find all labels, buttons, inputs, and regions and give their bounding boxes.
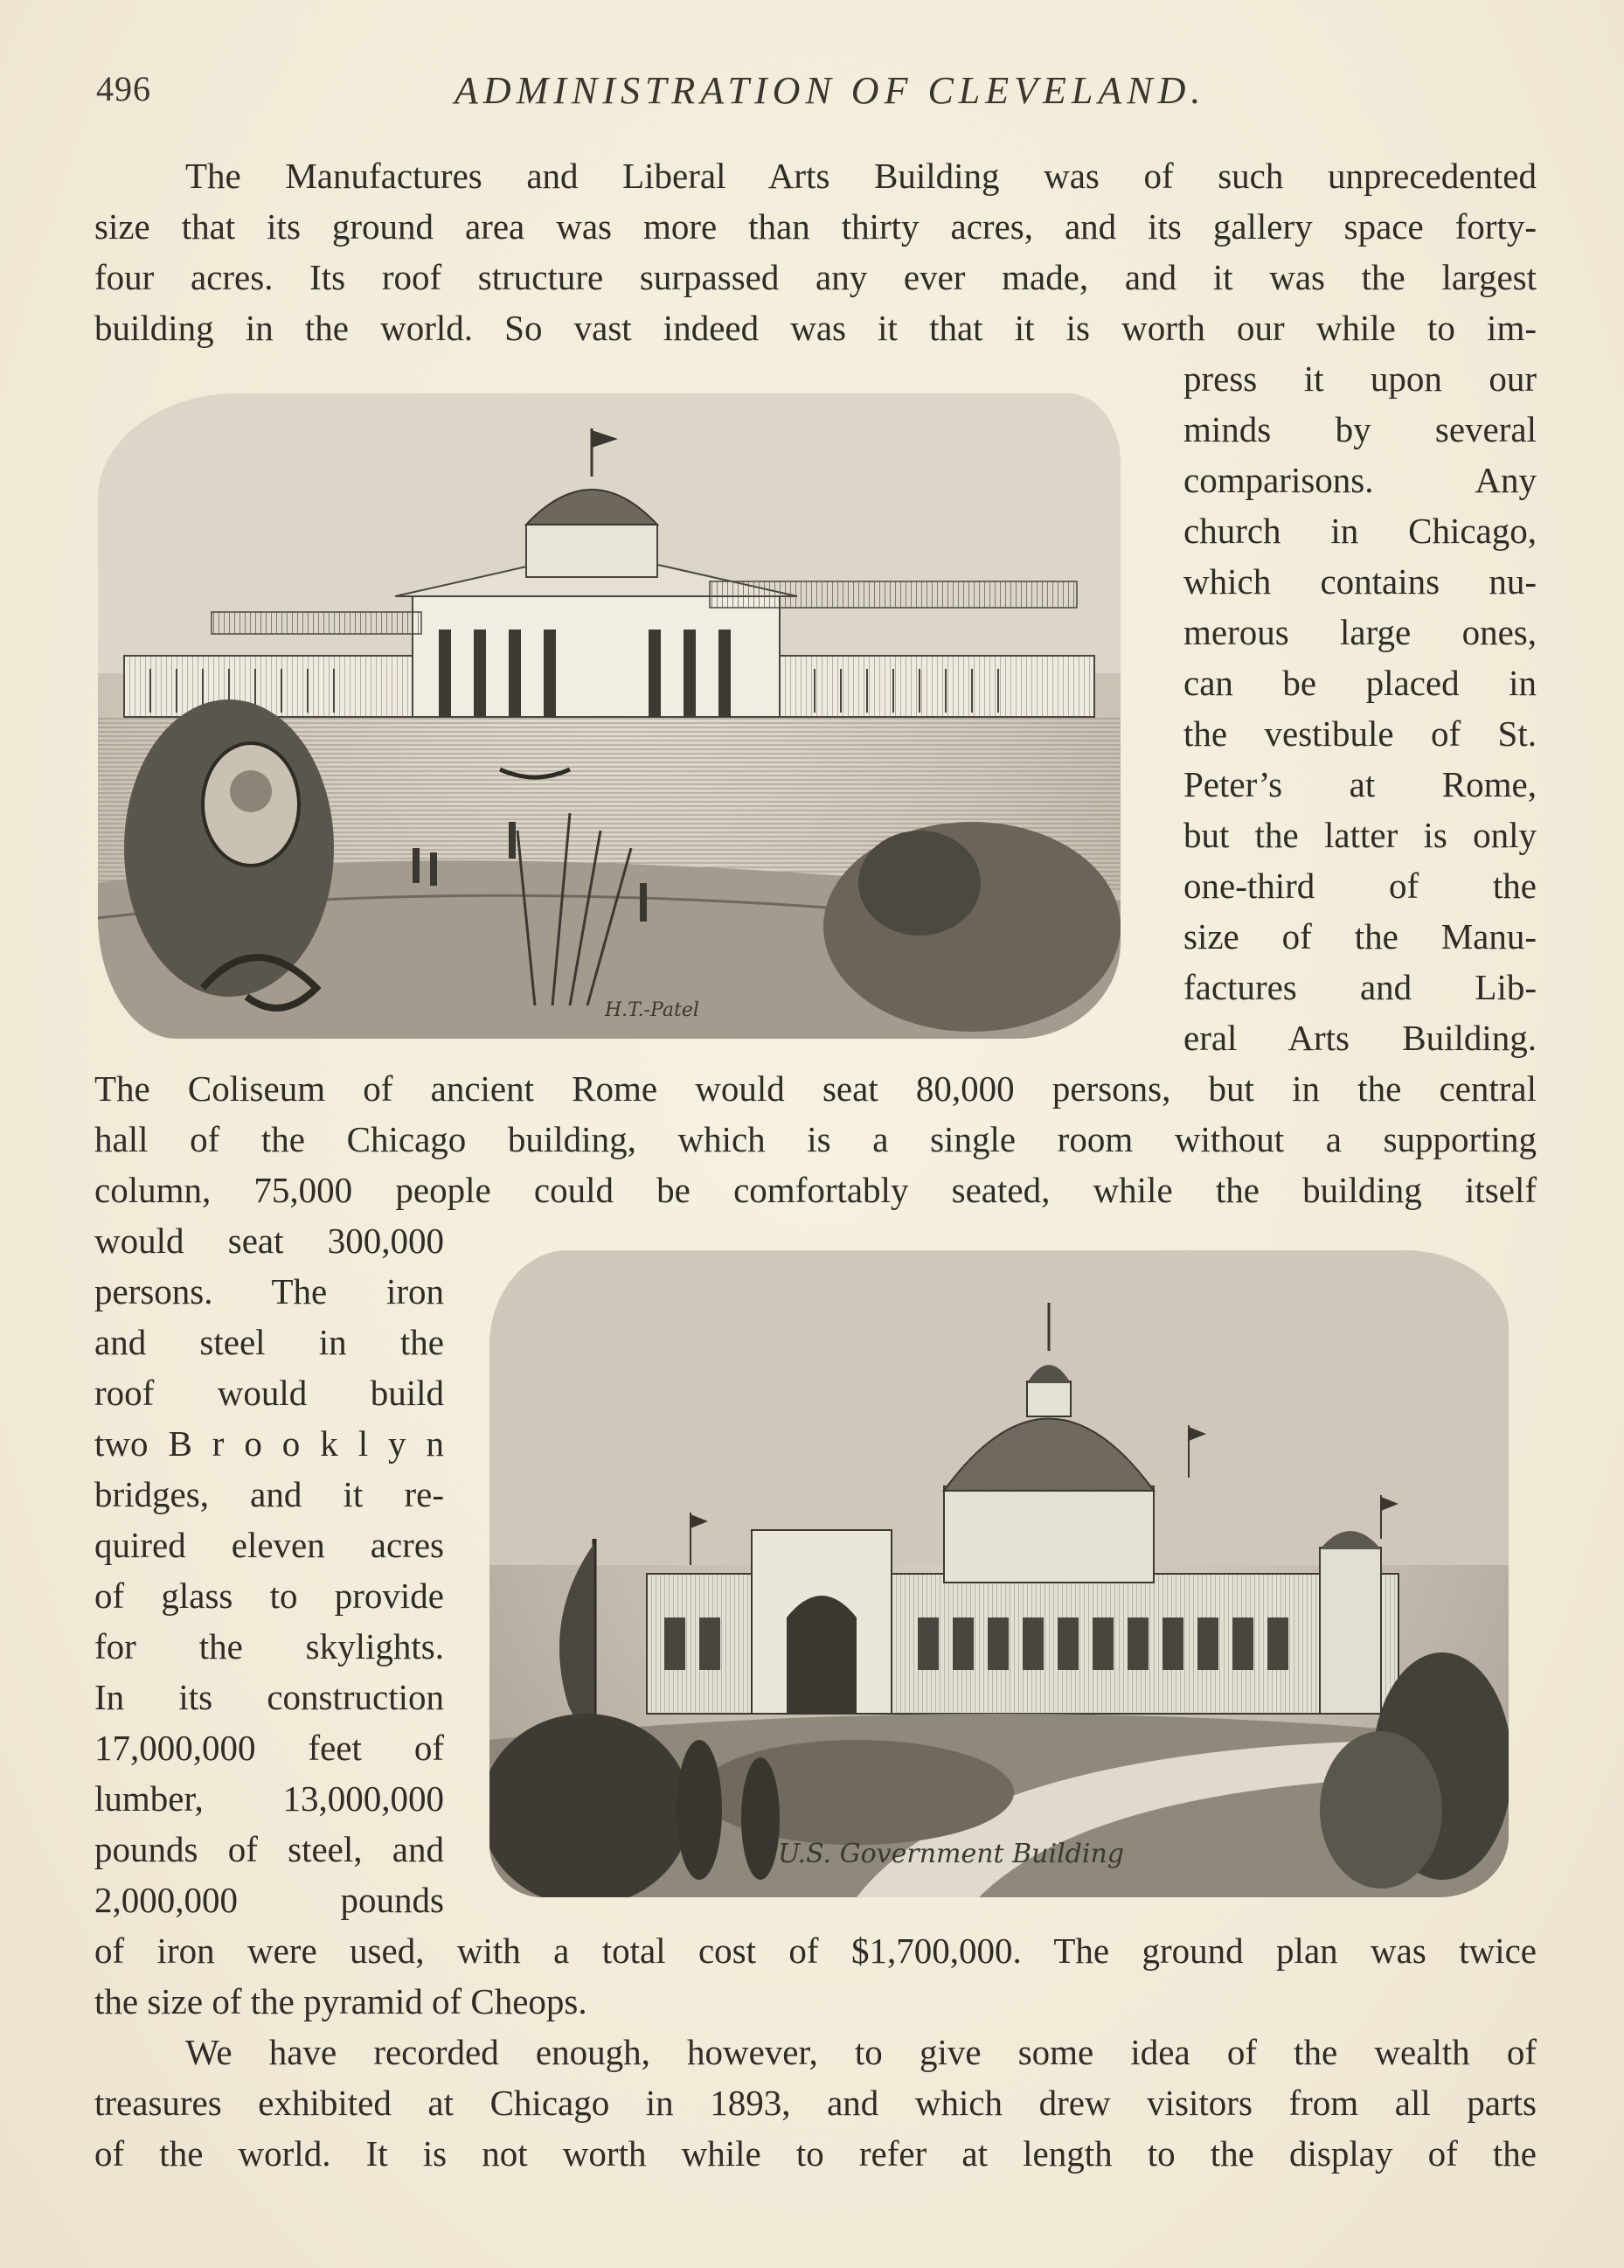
- page-number: 496: [96, 69, 151, 108]
- body-line: The Manufactures and Liberal Arts Building was of such unprecedented: [185, 156, 1537, 196]
- body-line: church in Chicago,: [1183, 511, 1537, 551]
- body-line: quired eleven acres: [94, 1525, 444, 1565]
- body-line: 2,000,000 pounds: [94, 1880, 444, 1920]
- body-line: treasures exhibited at Chicago in 1893, and which drew visitors from all parts: [94, 2083, 1537, 2123]
- body-line: 17,000,000 feet of: [94, 1728, 444, 1768]
- body-line: lumber, 13,000,000: [94, 1778, 444, 1819]
- body-line: minds by several: [1183, 409, 1537, 449]
- body-line: bridges, and it re-: [94, 1474, 444, 1514]
- engraving-2-drawing: [489, 1250, 1509, 1897]
- body-line: would seat 300,000: [94, 1221, 444, 1261]
- body-line: one-third of the: [1183, 866, 1537, 906]
- body-line: factures and Lib-: [1183, 967, 1537, 1007]
- government-building-engraving: [489, 1250, 1509, 1897]
- engraving-1-caption: H.T.-Patel: [605, 999, 699, 1021]
- body-line: four acres. Its roof structure surpassed any ever made, and it was the largest: [94, 257, 1537, 297]
- body-line: The Coliseum of ancient Rome would seat 80,000 persons, but in the central: [94, 1068, 1537, 1109]
- body-line: In its construction: [94, 1677, 444, 1717]
- page-header: [96, 68, 1538, 121]
- body-line: We have recorded enough, however, to give some idea of the wealth of: [185, 2032, 1537, 2072]
- body-line: for the skylights.: [94, 1626, 444, 1666]
- body-line: and steel in the: [94, 1322, 444, 1362]
- body-line: the size of the pyramid of Cheops.: [94, 1981, 587, 2021]
- body-line: size that its ground area was more than thirty acres, and its gallery space forty-: [94, 206, 1537, 247]
- body-line: roof would build: [94, 1373, 444, 1413]
- body-line: building in the world. So vast indeed was it that it is worth our while to im-: [94, 308, 1537, 348]
- manufactures-building-engraving: [98, 393, 1121, 1039]
- body-line: persons. The iron: [94, 1271, 444, 1311]
- body-line: can be placed in: [1183, 663, 1537, 703]
- body-line: eral Arts Building.: [1183, 1018, 1537, 1058]
- body-line: of the world. It is not worth while to refer at length to the display of the: [94, 2133, 1537, 2174]
- body-line: comparisons. Any: [1183, 460, 1537, 500]
- body-line: column, 75,000 people could be comfortably seated, while the building itself: [94, 1170, 1537, 1210]
- body-line: two B r o o k l y n: [94, 1423, 444, 1464]
- body-line: which contains nu-: [1183, 561, 1537, 602]
- body-line: but the latter is only: [1183, 815, 1537, 855]
- engraving-2-caption: U.S. Government Building: [778, 1839, 1125, 1869]
- body-line: the vestibule of St.: [1183, 713, 1537, 754]
- body-line: size of the Manu-: [1183, 916, 1537, 957]
- body-line: of iron were used, with a total cost of $1,700,000. The ground plan was twice: [94, 1931, 1537, 1971]
- body-line: pounds of steel, and: [94, 1829, 444, 1869]
- body-line: Peter’s at Rome,: [1183, 764, 1537, 804]
- running-head: ADMINISTRATION OF CLEVELAND.: [455, 69, 1206, 112]
- body-line: of glass to provide: [94, 1576, 444, 1616]
- body-line: press it upon our: [1183, 358, 1537, 399]
- body-line: merous large ones,: [1183, 612, 1537, 652]
- body-line: hall of the Chicago building, which is a single room without a supporting: [94, 1119, 1537, 1159]
- engraving-1-drawing: [98, 393, 1121, 1039]
